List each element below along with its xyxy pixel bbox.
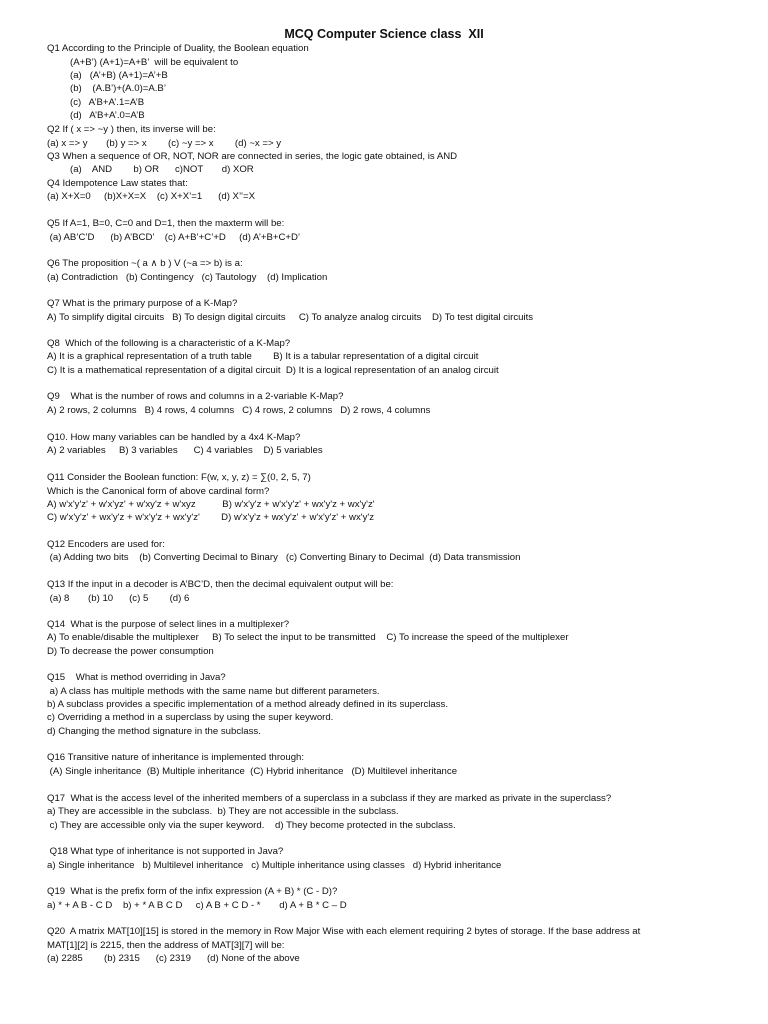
text-line: Q19 What is the prefix form of the infix expression (A + B) * (C - D)? (47, 886, 338, 897)
text-line: (a) Contradiction (b) Contingency (c) Tautology (d) Implication (47, 272, 328, 283)
text-line: (a) AND b) OR c)NOT d) XOR (70, 164, 254, 175)
text-line: Q18 What type of inheritance is not supported in Java? (47, 846, 284, 857)
text-line: (a) Adding two bits (b) Converting Decimal to Binary (c) Converting Binary to Decimal (d) Data transmission (47, 552, 521, 563)
text-line: (a) 2285 (b) 2315 (c) 2319 (d) None of the above (47, 953, 300, 964)
text-line: Q8 Which of the following is a characteristic of a K-Map? (47, 338, 291, 349)
text-line: (A+B’) (A+1)=A+B’ will be equivalent to (70, 57, 239, 68)
text-line: Q16 Transitive nature of inheritance is implemented through: (47, 752, 305, 763)
page-title: MCQ Computer Science class XII (284, 27, 484, 41)
text-line: (a) (A’+B) (A+1)=A’+B (70, 70, 168, 81)
text-line: Q17 What is the access level of the inherited members of a superclass in a subclass if they are marked as private in the superclass? (47, 793, 612, 804)
text-line: Q10. How many variables can be handled by a 4x4 K-Map? (47, 432, 301, 443)
text-line: D) To decrease the power consumption (47, 646, 214, 657)
text-line: (A) Single inheritance (B) Multiple inheritance (C) Hybrid inheritance (D) Multilevel inheritance (47, 766, 458, 777)
text-line: (c) A’B+A’.1=A’B (70, 97, 145, 108)
text-line: Q15 What is method overriding in Java? (47, 672, 226, 683)
text-line: (a) 8 (b) 10 (c) 5 (d) 6 (47, 593, 190, 604)
text-line: MAT[1][2] is 2215, then the address of MAT[3][7] will be: (47, 940, 285, 951)
text-line: Q6 The proposition ~( a ∧ b ) V (~a => b) is a: (47, 258, 243, 269)
text-line: a) * + A B - C D b) + * A B C D c) A B + C D - * d) A + B * C – D (47, 900, 347, 911)
text-line: Q5 If A=1, B=0, C=0 and D=1, then the maxterm will be: (47, 218, 285, 229)
text-line: b) A subclass provides a specific implementation of a method already defined in its superclass. (47, 699, 449, 710)
text-line: Q12 Encoders are used for: (47, 539, 165, 550)
text-line: Which is the Canonical form of above cardinal form? (47, 486, 270, 497)
text-line: a) They are accessible in the subclass. b) They are not accessible in the subclass. (47, 806, 399, 817)
text-line: A) To enable/disable the multiplexer B) To select the input to be transmitted C) To increase the speed of the multiplexer (47, 632, 569, 643)
text-line: A) 2 variables B) 3 variables C) 4 variables D) 5 variables (47, 445, 323, 456)
text-line: A) w'x'y'z' + w'x'yz' + w'xy'z + w'xyz B) w'x'y'z + w'x'y'z' + wx'y'z + wx'y'z' (47, 499, 375, 510)
text-line: c) They are accessible only via the super keyword. d) They become protected in the subclass. (47, 820, 456, 831)
text-line: a) Single inheritance b) Multilevel inheritance c) Multiple inheritance using classes d) Hybrid inheritance (47, 860, 502, 871)
text-line: C) w'x'y'z' + wx'y'z + w'x'y'z + wx'y'z' D) w'x'y'z + wx'y'z' + w'x'y'z' + wx'y'z (47, 512, 375, 523)
text-line: Q7 What is the primary purpose of a K-Map? (47, 298, 238, 309)
text-line: Q1 According to the Principle of Duality, the Boolean equation (47, 43, 309, 54)
text-line: Q11 Consider the Boolean function: F(w, x, y, z) = ∑(0, 2, 5, 7) (47, 472, 311, 483)
text-line: C) It is a mathematical representation of a digital circuit D) It is a logical representation of an analog circuit (47, 365, 499, 376)
text-line: (d) A’B+A’.0=A’B (70, 110, 145, 121)
text-line: A) To simplify digital circuits B) To design digital circuits C) To analyze analog circuits D) To test digital circuits (47, 312, 534, 323)
text-line: Q14 What is the purpose of select lines in a multiplexer? (47, 619, 290, 630)
text-line: Q4 Idempotence Law states that: (47, 178, 188, 189)
text-line: (a) x => y (b) y => x (c) ~y => x (d) ~x => y (47, 138, 282, 149)
text-line: c) Overriding a method in a superclass by using the super keyword. (47, 712, 334, 723)
text-line: Q20 A matrix MAT[10][15] is stored in the memory in Row Major Wise with each element requiring 2 bytes of storage. If the base address at (47, 926, 641, 937)
text-line: (a) X+X=0 (b)X+X=X (c) X+X’=1 (d) X’’=X (47, 191, 256, 202)
text-line: A) 2 rows, 2 columns B) 4 rows, 4 columns C) 4 rows, 2 columns D) 2 rows, 4 columns (47, 405, 431, 416)
text-line: Q13 If the input in a decoder is A’BC’D, then the decimal equivalent output will be: (47, 579, 394, 590)
text-line: Q3 When a sequence of OR, NOT, NOR are connected in series, the logic gate obtained, is AND (47, 151, 458, 162)
text-line: Q9 What is the number of rows and columns in a 2-variable K-Map? (47, 391, 344, 402)
text-line: A) It is a graphical representation of a truth table B) It is a tabular representation of a digital circuit (47, 351, 479, 362)
text-line: Q2 If ( x => ~y ) then, its inverse will be: (47, 124, 216, 135)
text-line: (b) (A.B’)+(A.0)=A.B’ (70, 83, 166, 94)
text-line: a) A class has multiple methods with the same name but different parameters. (47, 686, 380, 697)
text-line: d) Changing the method signature in the subclass. (47, 726, 261, 737)
text-line: (a) AB’C’D (b) A’BCD’ (c) A+B’+C’+D (d) A’+B+C+D’ (47, 232, 301, 243)
